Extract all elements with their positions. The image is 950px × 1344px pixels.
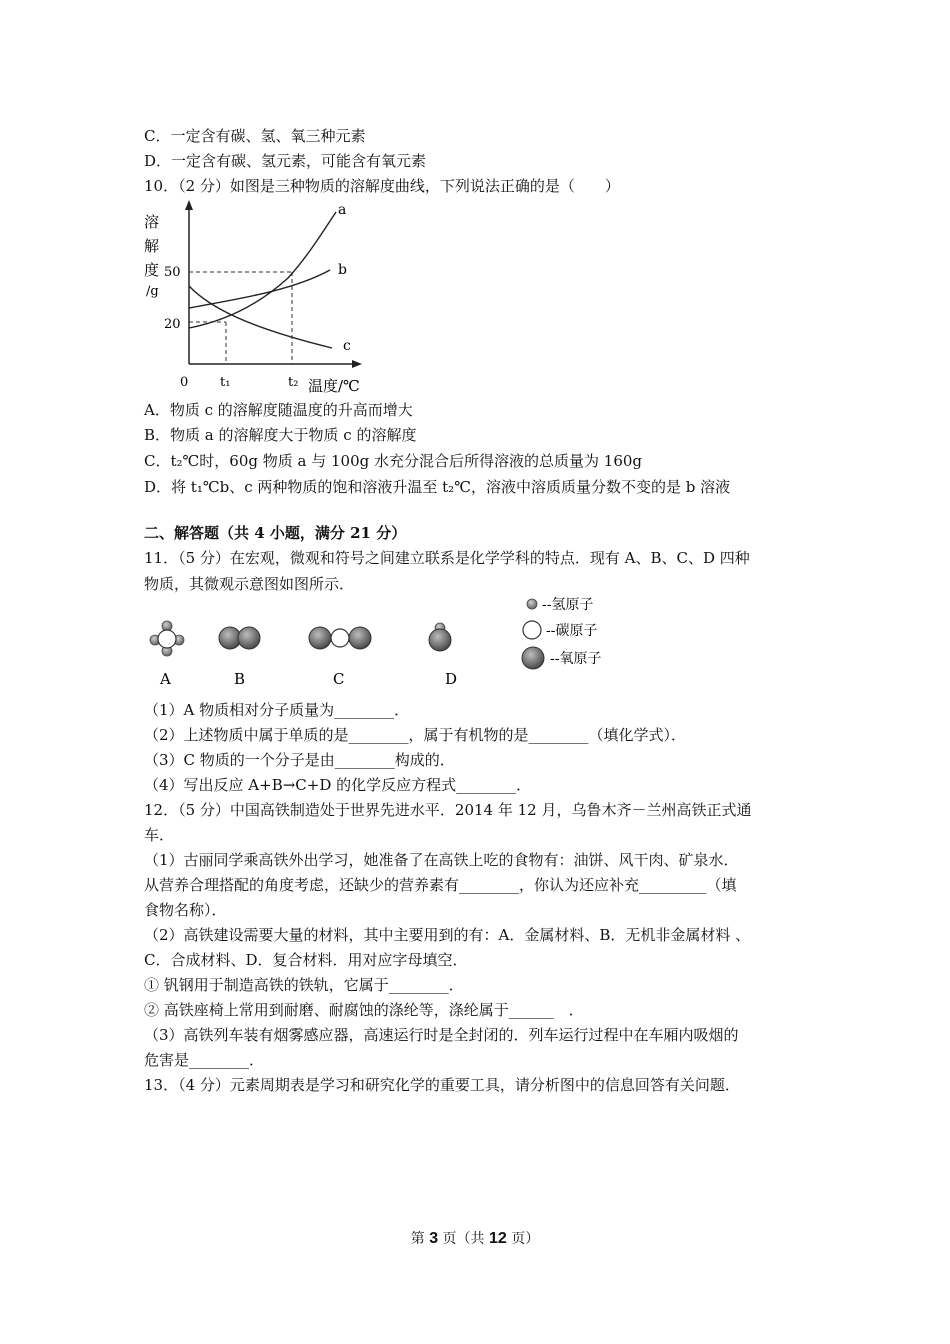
molecule-diagram bbox=[140, 594, 620, 694]
page-footer bbox=[0, 1228, 950, 1248]
molecule-label-d: D bbox=[445, 670, 458, 688]
section-2-heading: 二、解答题（共 4 小题，满分 21 分） bbox=[144, 524, 407, 542]
curve-label-a: a bbox=[338, 202, 347, 218]
option-10c: C．t₂℃时，60g 物质 a 与 100g 水充分混合后所得溶液的总质量为 160g bbox=[144, 452, 643, 470]
question-10: 10．（2 分）如图是三种物质的溶解度曲线，下列说法正确的是（ ） bbox=[144, 177, 620, 195]
question-12-part2-line2: C．合成材料、D．复合材料．用对应字母填空． bbox=[144, 951, 468, 969]
legend-oxygen: --氧原子 bbox=[550, 651, 602, 667]
footer-mid: 页（共 bbox=[438, 1231, 489, 1247]
footer-pre: 第 bbox=[410, 1231, 430, 1247]
x-tick-t1: t₁ bbox=[220, 375, 231, 390]
solubility-chart bbox=[140, 198, 380, 398]
option-10a: A．物质 c 的溶解度随温度的升高而增大 bbox=[144, 401, 413, 419]
footer-total-pages: 12 bbox=[489, 1230, 507, 1247]
curve-a bbox=[189, 212, 336, 328]
legend-carbon: --碳原子 bbox=[546, 623, 598, 639]
question-12-line1: 12．（5 分）中国高铁制造处于世界先进水平．2014 年 12 月，乌鲁木齐－兰州高铁正式通 bbox=[144, 801, 752, 819]
molecule-label-a: A bbox=[160, 670, 171, 688]
question-12-part2-line1: （2）高铁建设需要大量的材料，其中主要用到的有：A．金属材料、B．无机非金属材料 、 bbox=[144, 926, 751, 944]
footer-page-number: 3 bbox=[429, 1230, 439, 1247]
question-12-line2: 车． bbox=[144, 826, 175, 844]
question-11-line1: 11．（5 分）在宏观，微观和符号之间建立联系是化学学科的特点．现有 A、B、C、D 四种 bbox=[144, 549, 750, 567]
question-11-part4: （4）写出反应 A+B→C+D 的化学反应方程式________． bbox=[144, 776, 532, 794]
molecule-a bbox=[150, 621, 184, 656]
molecule-d bbox=[429, 623, 451, 651]
question-12-part1-line1: （1）古丽同学乘高铁外出学习，她准备了在高铁上吃的食物有：油饼、风干肉、矿泉水． bbox=[144, 851, 739, 869]
question-12-part1-line2: 从营养合理搭配的角度考虑，还缺少的营养素有________，你认为还应补充_________（填 bbox=[144, 876, 737, 894]
question-11-part2: （2）上述物质中属于单质的是________，属于有机物的是________（填化学式）． bbox=[144, 726, 687, 744]
y-axis-arrow bbox=[185, 200, 193, 210]
question-12-part1-line3: 食物名称）． bbox=[144, 901, 227, 919]
ylabel-char-3: 度 bbox=[144, 261, 160, 279]
question-11-part3: （3）C 物质的一个分子是由________构成的． bbox=[144, 751, 455, 769]
x-tick-t2: t₂ bbox=[288, 375, 299, 390]
ylabel-char-2: 解 bbox=[144, 237, 160, 255]
molecule-c bbox=[309, 627, 371, 649]
x-axis-arrow bbox=[352, 360, 362, 368]
question-12-part3-line1: （3）高铁列车装有烟雾感应器，高速运行时是全封闭的．列车运行过程中在车厢内吸烟的 bbox=[144, 1026, 739, 1044]
question-11-line2: 物质，其微观示意图如图所示． bbox=[144, 575, 355, 593]
question-12-part2-item1: ① 钒钢用于制造高铁的铁轨，它属于________． bbox=[144, 976, 464, 994]
x-axis-label: 温度/℃ bbox=[308, 377, 360, 395]
question-13: 13．（4 分）元素周期表是学习和研究化学的重要工具，请分析图中的信息回答有关问题． bbox=[144, 1076, 740, 1094]
y-tick-50: 50 bbox=[164, 265, 181, 280]
molecule-b bbox=[219, 627, 260, 649]
option-10d: D．将 t₁℃b、c 两种物质的饱和溶液升温至 t₂℃，溶液中溶质质量分数不变的是 b 溶液 bbox=[144, 478, 731, 496]
ylabel-char-1: 溶 bbox=[144, 213, 160, 231]
option-d-prev: D．一定含有碳、氢元素，可能含有氧元素 bbox=[144, 152, 427, 170]
question-11-part1: （1）A 物质相对分子质量为________． bbox=[144, 701, 410, 719]
molecule-label-b: B bbox=[234, 670, 246, 688]
ylabel-char-4: /g bbox=[146, 284, 159, 299]
legend bbox=[522, 597, 601, 669]
molecule-label-c: C bbox=[333, 670, 345, 688]
question-12-part2-item2: ② 高铁座椅上常用到耐磨、耐腐蚀的涤纶等，涤纶属于______ ． bbox=[144, 1001, 584, 1019]
footer-post: 页） bbox=[506, 1231, 540, 1247]
y-tick-20: 20 bbox=[164, 317, 181, 332]
curve-label-b: b bbox=[338, 262, 347, 278]
legend-hydrogen: --氢原子 bbox=[542, 597, 594, 613]
curve-c bbox=[189, 286, 332, 348]
option-c-prev: C．一定含有碳、氢、氧三种元素 bbox=[144, 127, 366, 145]
curve-label-c: c bbox=[343, 338, 351, 354]
origin-label: 0 bbox=[180, 375, 189, 390]
question-12-part3-line2: 危害是________． bbox=[144, 1051, 265, 1069]
option-10b: B．物质 a 的溶解度大于物质 c 的溶解度 bbox=[144, 426, 417, 444]
